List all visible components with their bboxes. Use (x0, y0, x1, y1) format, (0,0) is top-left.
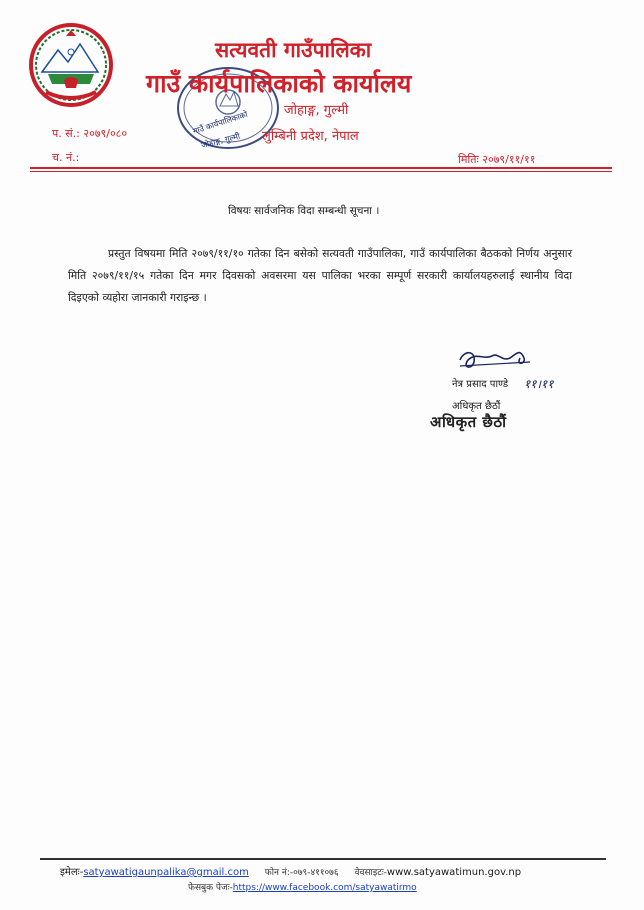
address-line-1: जोहाङ्ग, गुल्मी (284, 103, 349, 118)
footer-contact-line (60, 864, 521, 878)
facebook-link[interactable]: https://www.facebook.com/satyawatirmo (232, 883, 417, 893)
svg-text:जोहाङ्ग, गुल्मी: जोहाङ्ग, गुल्मी (200, 131, 241, 150)
signatory-title: अधिकृत छैठौं (452, 401, 501, 412)
dispatch-number: च. नं.: (52, 151, 80, 164)
footer-divider (40, 858, 606, 860)
footer-facebook-line (188, 880, 417, 893)
reference-number: प. सं.: २०७९/०८० (52, 127, 128, 140)
municipality-name: सत्यवती गाउँपालिका (215, 38, 372, 62)
header-divider-thick (30, 167, 612, 169)
website-link[interactable]: www.satyawatimun.gov.np (386, 867, 522, 878)
address-line-2: लुम्बिनी प्रदेश, नेपाल (262, 129, 359, 144)
email-link[interactable]: satyawatigaunpalika@gmail.com (83, 867, 249, 878)
letter-date: मितिः २०७९/११/११ (458, 153, 536, 166)
phone-number: फोन नं:-०७९-४११०७६ (264, 868, 339, 878)
email-label: इमेलः- (60, 867, 84, 878)
facebook-label: फेसबुक पेजः- (188, 883, 233, 893)
svg-text:११।११: ११।११ (524, 377, 554, 391)
letter-subject: विषयः सार्वजनिक विदा सम्बन्धी सूचना । (228, 205, 380, 217)
office-name: गाउँ कार्यपालिकाको कार्यालय (146, 69, 412, 98)
svg-text:गाउँ कार्यपालिकाको: गाउँ कार्यपालिकाको (191, 109, 249, 136)
header-divider-thin (30, 171, 612, 172)
website-label: वेवसाइटः- (354, 868, 387, 878)
letter-body: प्रस्तुत विषयमा मिति २०७९/११/१० गतेका दिन बसेको सत्यवती गाउँपालिका, गाउँ कार्यपालिका बैठकको निर्णय अनुसार मिति २०७९/११/१५ गतेका दिन मगर दिवसको अवसरमा यस पालिका भरका सम्पूर्ण सरकारी कार्यालयहरुलाई स्थानीय विदा दिइएको व्यहोरा जानकारी गराइन्छ । (68, 247, 572, 304)
signatory-name: नेत्र प्रसाद पाण्डे (452, 379, 509, 390)
designation-stamp: अधिकृत छैठौं (430, 413, 507, 431)
nepal-emblem-logo (28, 22, 114, 108)
